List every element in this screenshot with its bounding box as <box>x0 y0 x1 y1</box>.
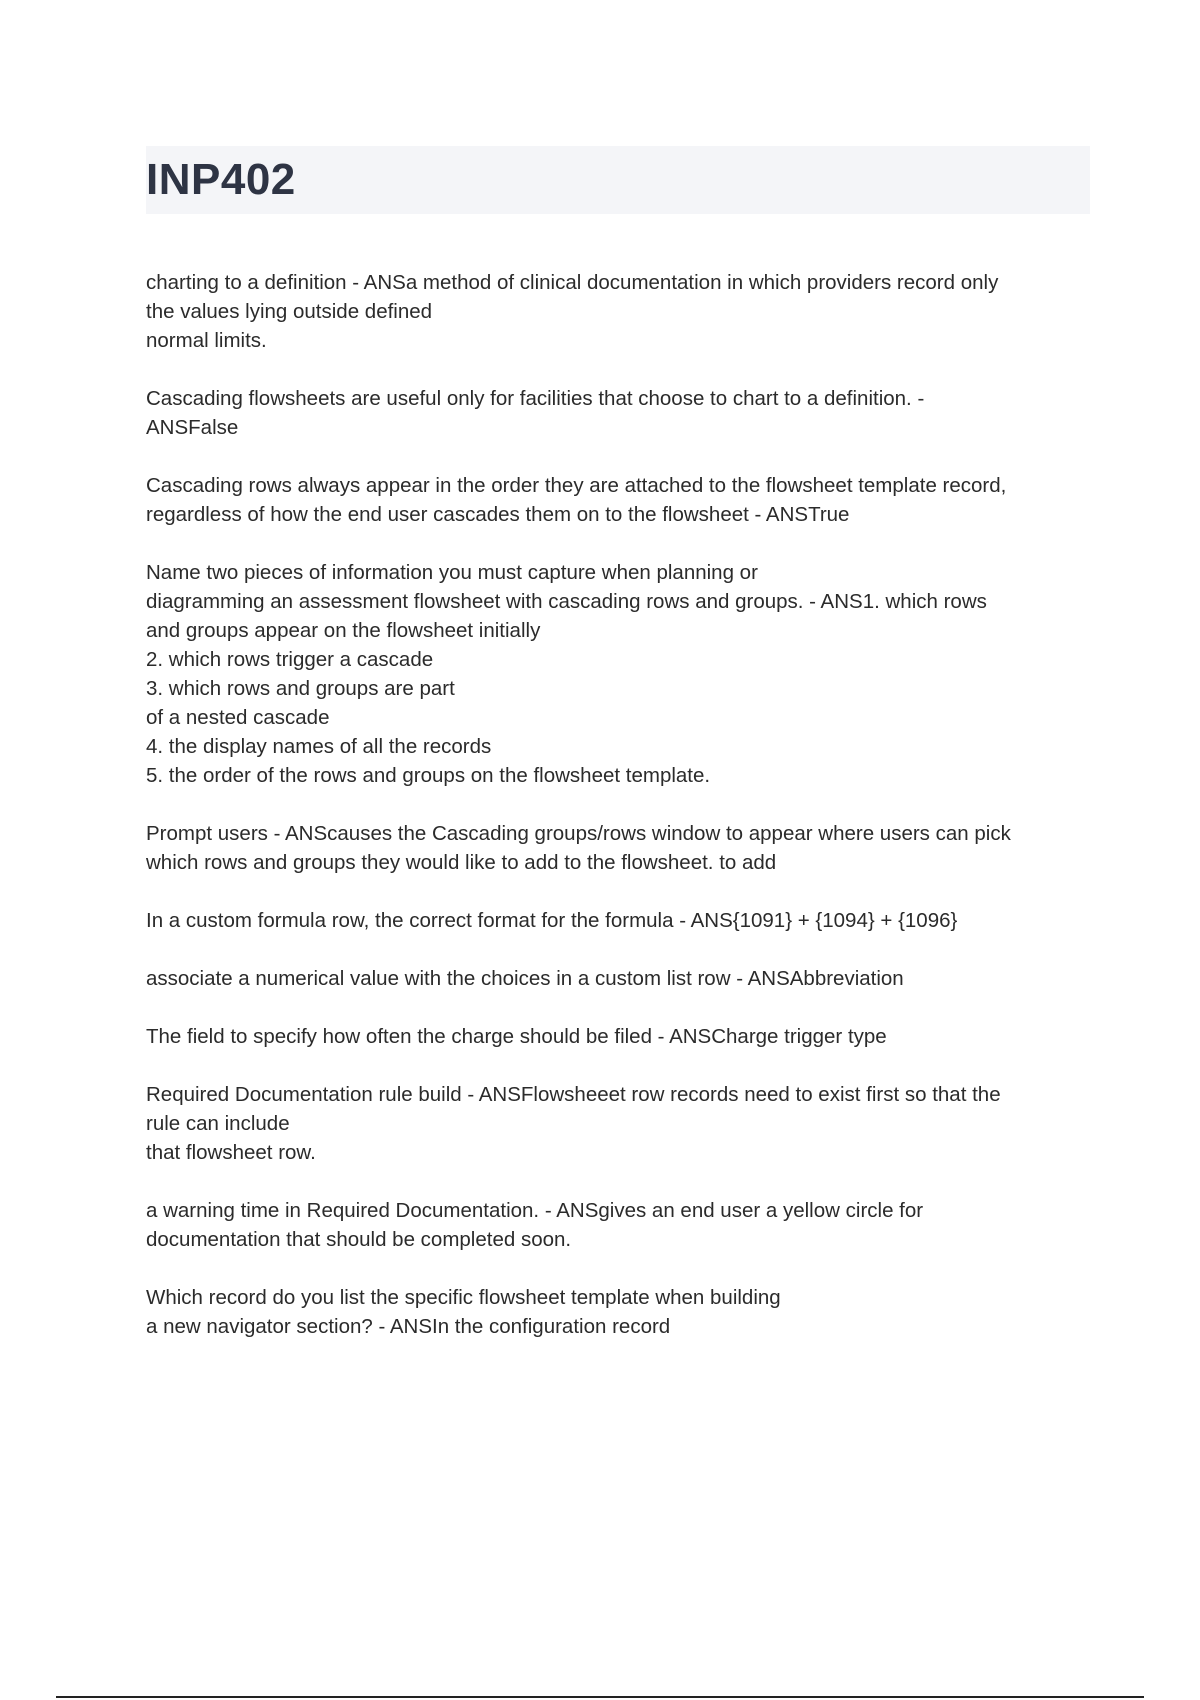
text-line: 2. which rows trigger a cascade <box>146 648 434 671</box>
qa-entry <box>146 1080 1090 1167</box>
text-line: of a nested cascade <box>146 706 330 729</box>
qa-entry <box>146 906 1090 935</box>
text-line: Cascading rows always appear in the order they are attached to the flowsheet template record, <box>146 474 1007 497</box>
text-line: which rows and groups they would like to add to the flowsheet. to add <box>146 851 777 874</box>
qa-entry <box>146 1283 1090 1341</box>
document-body <box>146 268 1090 1370</box>
qa-entry <box>146 819 1090 877</box>
text-line: charting to a definition - ANSa method of clinical documentation in which providers record only <box>146 271 999 294</box>
text-line: the values lying outside defined <box>146 300 433 323</box>
text-line: a new navigator section? - ANSIn the configuration record <box>146 1315 671 1338</box>
qa-entry <box>146 558 1090 790</box>
text-line: normal limits. <box>146 329 267 352</box>
qa-entry <box>146 1196 1090 1254</box>
text-line: 5. the order of the rows and groups on the flowsheet template. <box>146 764 711 787</box>
text-line: Cascading flowsheets are useful only for facilities that choose to chart to a definition. - <box>146 387 925 410</box>
text-line: that flowsheet row. <box>146 1141 316 1164</box>
title-banner <box>146 146 1090 214</box>
text-line: diagramming an assessment flowsheet with cascading rows and groups. - ANS1. which rows <box>146 590 987 613</box>
text-line: documentation that should be completed soon. <box>146 1228 572 1251</box>
qa-entry <box>146 268 1090 355</box>
text-line: ANSFalse <box>146 416 239 439</box>
text-line: associate a numerical value with the choices in a custom list row - ANSAbbreviation <box>146 967 904 990</box>
qa-entry <box>146 471 1090 529</box>
text-line: In a custom formula row, the correct format for the formula - ANS{1091} + {1094} + {1096} <box>146 909 958 932</box>
text-line: regardless of how the end user cascades them on to the flowsheet - ANSTrue <box>146 503 850 526</box>
qa-entry <box>146 1022 1090 1051</box>
text-line: a warning time in Required Documentation. - ANSgives an end user a yellow circle for <box>146 1199 924 1222</box>
text-line: rule can include <box>146 1112 290 1135</box>
text-line: Prompt users - ANScauses the Cascading groups/rows window to appear where users can pick <box>146 822 1011 845</box>
text-line: and groups appear on the flowsheet initially <box>146 619 541 642</box>
qa-entry <box>146 964 1090 993</box>
text-line: 3. which rows and groups are part <box>146 677 455 700</box>
text-line: 4. the display names of all the records <box>146 735 492 758</box>
footer-divider <box>56 1696 1144 1698</box>
text-line: Required Documentation rule build - ANSFlowsheeet row records need to exist first so that the <box>146 1083 1001 1106</box>
text-line: Name two pieces of information you must capture when planning or <box>146 561 758 584</box>
qa-entry <box>146 384 1090 442</box>
text-line: Which record do you list the specific flowsheet template when building <box>146 1286 781 1309</box>
page-title: INP402 <box>146 155 296 204</box>
text-line: The field to specify how often the charge should be filed - ANSCharge trigger type <box>146 1025 887 1048</box>
